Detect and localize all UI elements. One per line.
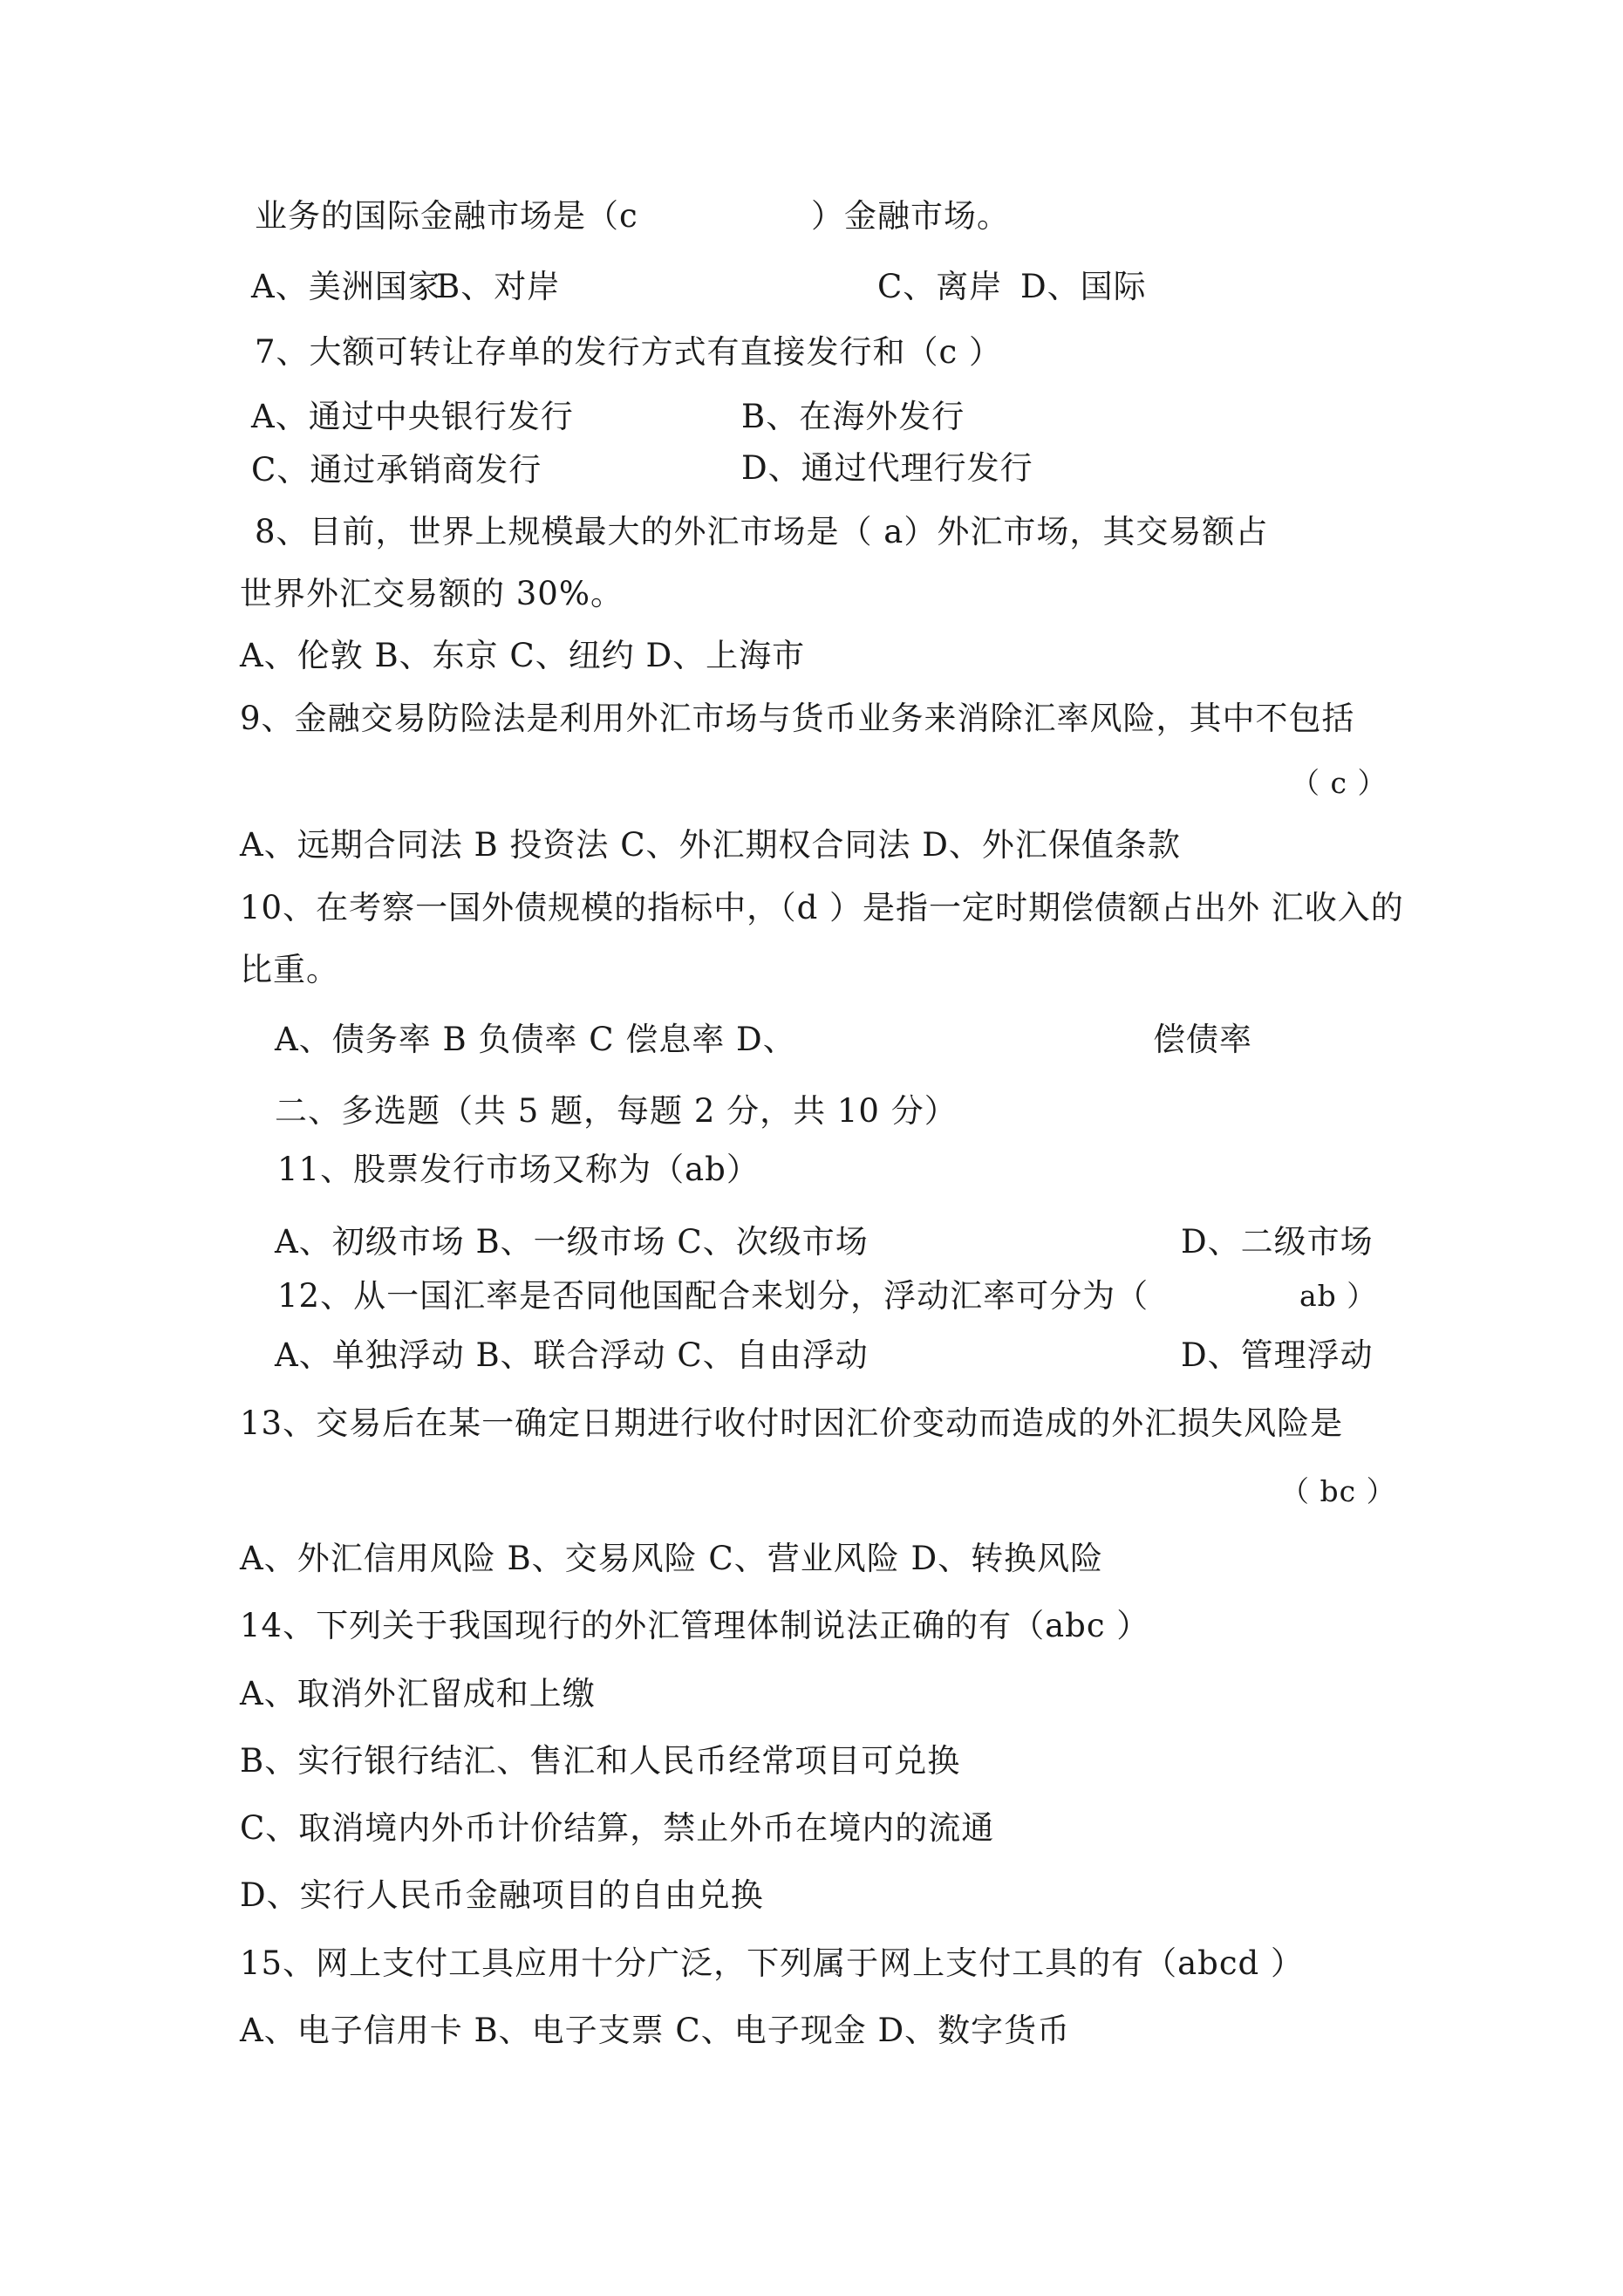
q7-option-c: C、通过承销商发行: [251, 451, 542, 489]
q15-options: A、电子信用卡 B、电子支票 C、电子现金 D、数字货币: [240, 2012, 1071, 2049]
q8-stem-line1: 8、目前，世界上规模最大的外汇市场是（ a）外汇市场，其交易额占: [255, 513, 1269, 550]
q14-option-d: D、实行人民币金融项目的自由兑换: [240, 1876, 764, 1914]
q8-options: A、伦敦 B、东京 C、纽约 D、上海市: [240, 637, 806, 674]
q6-option-b: B、对岸: [436, 268, 561, 305]
q9-options: A、远期合同法 B 投资法 C、外汇期权合同法 D、外汇保值条款: [240, 826, 1181, 864]
q13-answer: （ bc ）: [1280, 1474, 1396, 1508]
q7-option-d: D、通过代理行发行: [741, 449, 1033, 487]
q9-answer: （ c ）: [1291, 766, 1388, 800]
q12-options: A、单独浮动 B、联合浮动 C、自由浮动: [275, 1336, 869, 1374]
q10-options: A、债务率 B 负债率 C 偿息率 D、: [275, 1021, 796, 1058]
q11-stem: 11、股票发行市场又称为（ab）: [277, 1151, 760, 1188]
q14-stem: 14、下列关于我国现行的外汇管理体制说法正确的有（abc ）: [240, 1607, 1150, 1644]
q6-stem-suffix: ）金融市场。: [811, 197, 1010, 235]
q11-options: A、初级市场 B、一级市场 C、次级市场: [275, 1223, 869, 1261]
q7-option-a: A、通过中央银行发行: [251, 398, 574, 435]
q14-option-a: A、取消外汇留成和上缴: [240, 1675, 596, 1712]
q8-stem-line2: 世界外汇交易额的 30%。: [240, 575, 624, 612]
q14-option-b: B、实行银行结汇、售汇和人民币经常项目可兑换: [240, 1742, 961, 1780]
q12-answer: ab ）: [1299, 1279, 1377, 1313]
q10-stem-line2: 比重。: [240, 951, 339, 988]
q6-option-a: A、美洲国家: [251, 268, 441, 305]
q13-options: A、外汇信用风险 B、交易风险 C、营业风险 D、转换风险: [240, 1540, 1104, 1577]
q12-option-d: D、管理浮动: [1181, 1336, 1374, 1374]
q6-option-c: C、离岸: [877, 268, 1003, 305]
q10-option-d-tail: 偿债率: [1153, 1021, 1252, 1058]
q12-stem: 12、从一国汇率是否同他国配合来划分，浮动汇率可分为（: [277, 1277, 1149, 1315]
q6-option-d: D、国际: [1020, 268, 1147, 305]
q7-option-b: B、在海外发行: [741, 398, 965, 435]
q15-stem: 15、网上支付工具应用十分广泛，下列属于网上支付工具的有（abcd ）: [240, 1944, 1304, 1982]
q9-stem: 9、金融交易防险法是利用外汇市场与货币业务来消除汇率风险，其中不包括: [240, 700, 1355, 737]
q6-stem-prefix: 业务的国际金融市场是（c: [255, 197, 638, 235]
q14-option-c: C、取消境内外币计价结算，禁止外币在境内的流通: [240, 1809, 995, 1847]
q10-stem-line1: 10、在考察一国外债规模的指标中，（d ）是指一定时期偿债额占出外 汇收入的: [240, 889, 1404, 926]
q7-stem: 7、大额可转让存单的发行方式有直接发行和（c ）: [255, 333, 1003, 371]
q11-option-d: D、二级市场: [1181, 1223, 1374, 1261]
q13-stem: 13、交易后在某一确定日期进行收付时因汇价变动而造成的外汇损失风险是: [240, 1404, 1344, 1442]
section-heading-multiple-choice: 二、多选题（共 5 题，每题 2 分，共 10 分）: [275, 1092, 958, 1130]
